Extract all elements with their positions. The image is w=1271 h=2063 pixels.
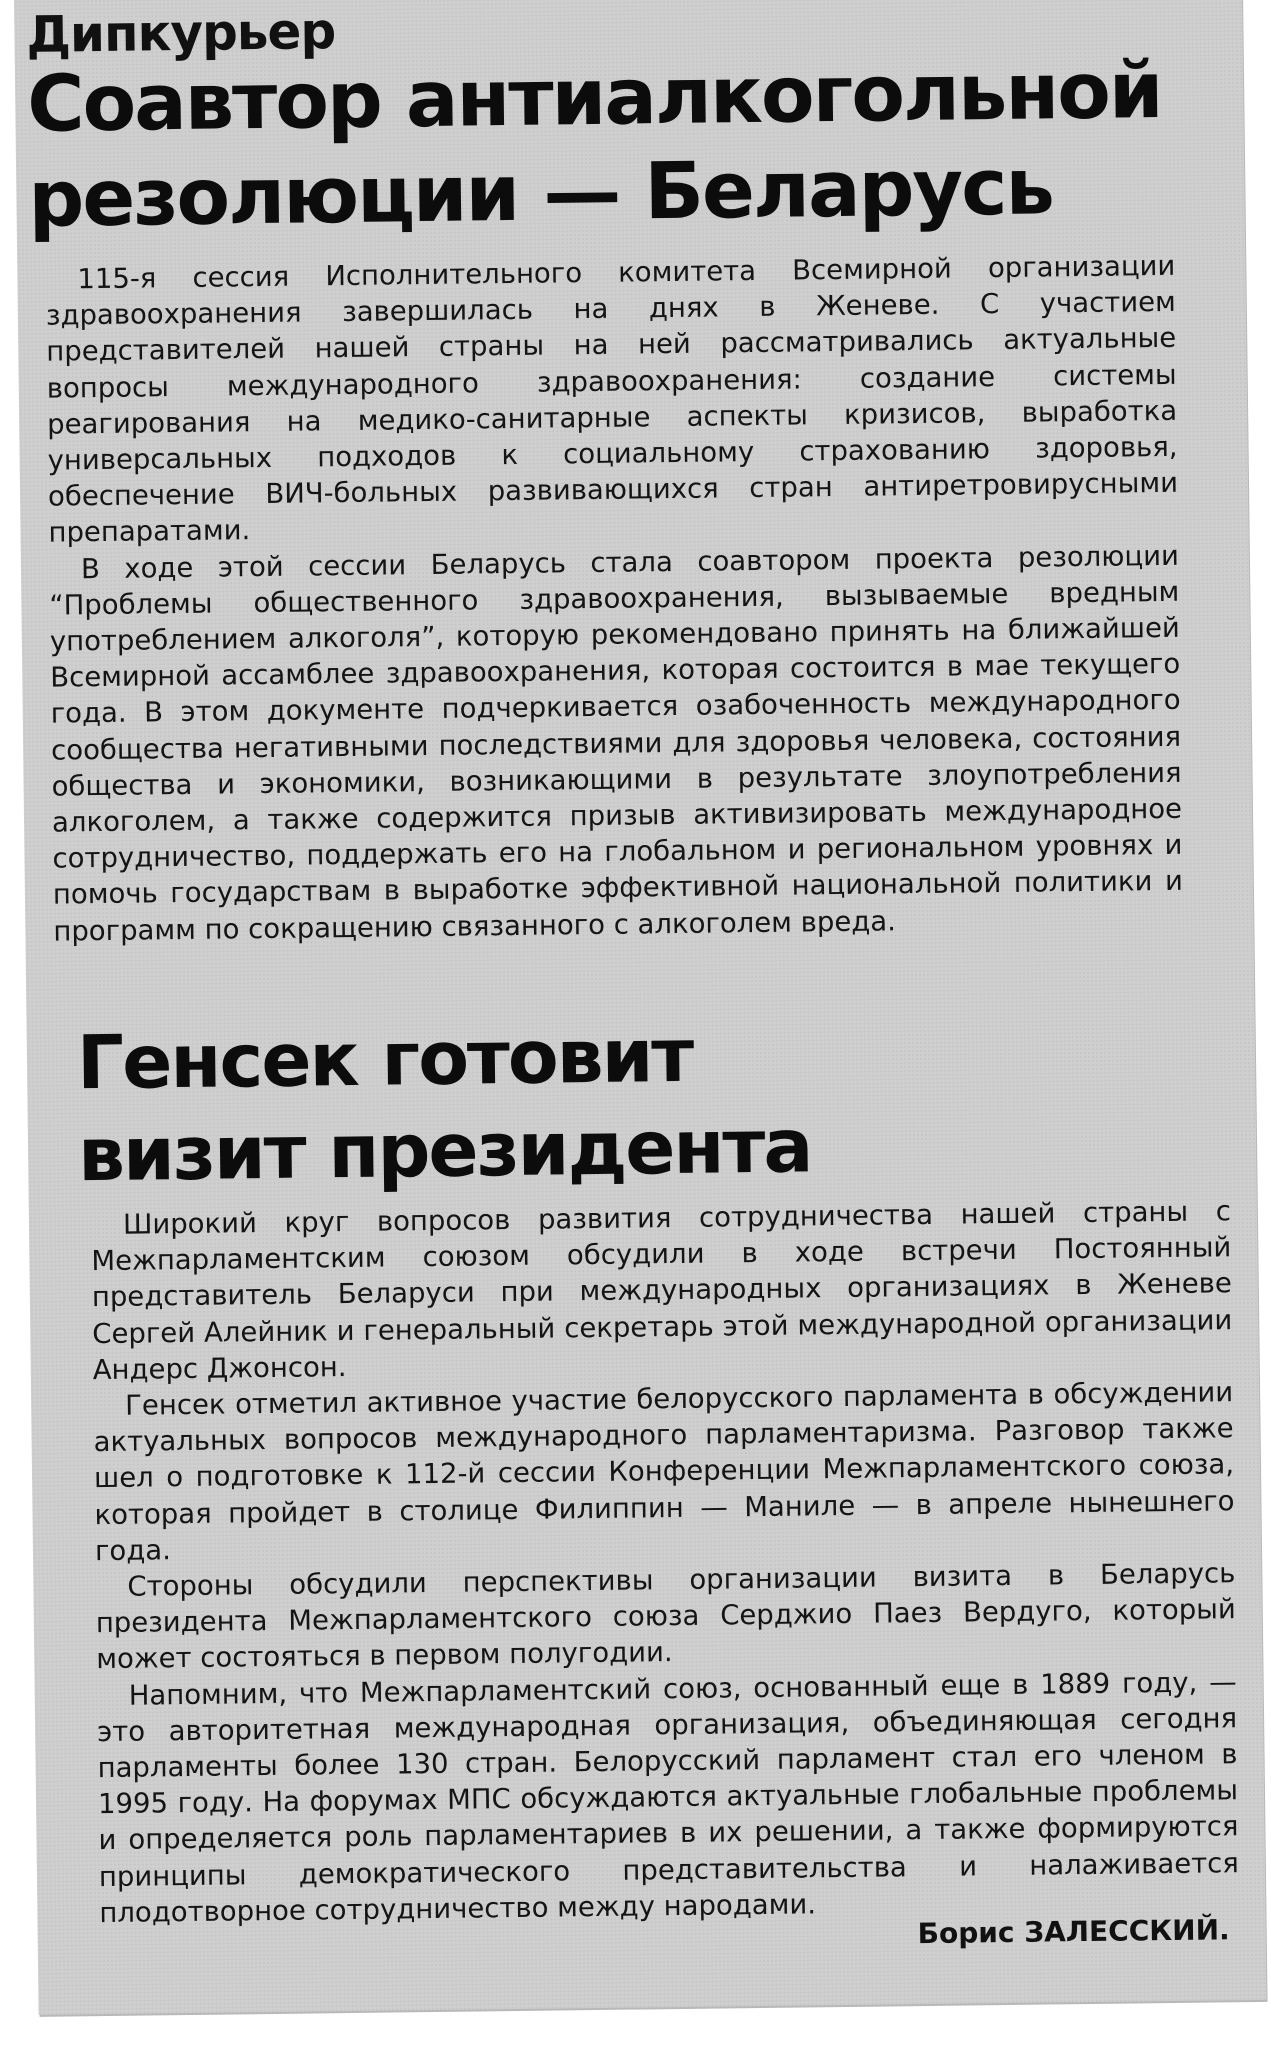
article-2-headline-line: визит президента [77, 1103, 812, 1199]
author-byline: Борис ЗАЛЕССКИЙ. [917, 1913, 1230, 1951]
newspaper-clipping [14, 0, 1267, 2015]
article-2-body [91, 1193, 1240, 1931]
article-1-paragraph: В ходе этой сессии Беларусь стала соавтором проекта резолюции “Проблемы общественного здравоохранения, вызываемые вредным употреблением алкоголя”, которую рекомендовано принять на ближайшей Всемирной ассамблее здравоохранения, которая состоится в мае текущего года. В этом документе подчеркивается озабоченность международного сообщества негативными последствиями для здоровья человека, состояния общества и экономики, возникающими в результате злоупотребления алкоголем, а также содержится призыв активизировать международное сотрудничество, поддержать его на глобальном и региональном уровнях и помочь государствам в выработке эффективной национальной политики и программ по сокращению связанного с алкоголем вреда. [49, 539, 1184, 948]
article-2-paragraph: Широкий круг вопросов развития сотрудничества нашей страны с Межпарламентским союзом обсудили в ходе встречи Постоянный представитель Беларуси при международных организациях в Женеве Сергей Алейник и генеральный секретарь этой международной организации Андерс Джонсон. [91, 1195, 1233, 1386]
article-1-headline-line: резолюции — Беларусь [27, 142, 1054, 245]
article-1-headline [27, 44, 1163, 248]
article-1-body [45, 248, 1183, 950]
article-2-paragraph: Напомним, что Межпарламентский союз, основанный еще в 1889 году, — это авторитетная международная организация, объединяющая сегодня парламенты более 130 стран. Белорусский парламент стал его членом в 1995 году. На форумах МПС обсуждаются актуальные глобальные проблемы и определяется роль парламентариев в их решении, а также формируются принципы демократического представительства и налаживается плодотворное сотрудничество между народами. [96, 1665, 1240, 1929]
article-2-headline-line: Генсек готовит [76, 1012, 693, 1107]
article-2-paragraph: Генсек отметил активное участие белорусского парламента в обсуждении актуальных вопросов международного парламентаризма. Разговор также шел о подготовке к 112-й сессии Конференции Межпарламентского союза, которая пройдет в столице Филиппин — Маниле — в апреле нынешнего года. [93, 1376, 1235, 1567]
article-1-paragraph: 115-я сессия Исполнительного комитета Всемирной организации здравоохранения завершилась на днях в Женеве. С участием представителей нашей страны на ней рассматривались актуальные вопросы международного здравоохранения: создание системы реагирования на медико-санитарные аспекты кризисов, выработка универсальных подходов к социальному страхованию здоровья, обеспечение ВИЧ-больных развивающихся стран антиретровирусными препаратами. [45, 249, 1179, 550]
section-rubric: Дипкурьер [26, 2, 336, 64]
article-2-headline [76, 1008, 811, 1201]
article-1-headline-line: Соавтор антиалкогольной [26, 45, 1162, 150]
article-2-paragraph: Стороны обсудили перспективы организации визита в Беларусь президента Межпарламентского союза Серджио Паез Вердуго, который может состояться в первом полугодии. [95, 1557, 1236, 1676]
